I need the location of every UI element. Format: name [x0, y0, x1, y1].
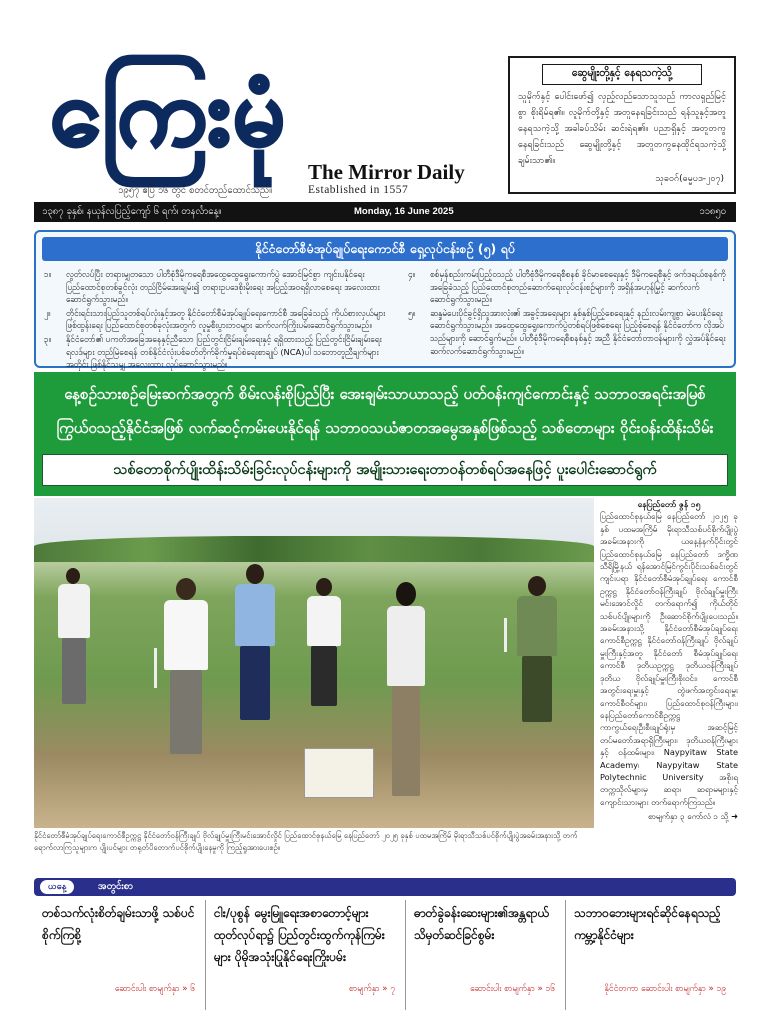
article-dateline: နေပြည်တော် ဇွန် ၁၅	[637, 499, 701, 509]
teaser-page: ဆောင်းပါး စာမျက်နှာ » ၆	[114, 984, 195, 994]
english-title: The Mirror Daily	[308, 160, 465, 184]
five-objectives-box	[34, 230, 736, 368]
teaser-item[interactable]	[206, 900, 406, 1010]
date-bar	[34, 202, 736, 222]
objective-number: ၂။	[44, 307, 51, 318]
objective-item	[408, 268, 730, 306]
teaser-title: ငါး/ပုစွန် မွေးမြူရေးအစာတောင့်များ ထုတ်လုပ်ရာ၌ ပြည်တွင်းထွက်ကုန်ကြမ်းများ ပိုမိုအသုံးပြုနိုင်ရေးကြိုးပမ်း	[214, 906, 385, 964]
objective-item	[44, 307, 392, 332]
headline-line-1[interactable]: နေ့စဉ်သားစဉ်မြေးဆက်အတွက် စိမ်းလန်းစိုပြည်ပြီး အေးချမ်းသာယာသည့် ပတ်ဝန်းကျင်ကောင်းနှင့် သဘာဝအရင်းအမြစ်	[64, 385, 706, 403]
plant-sign	[304, 748, 374, 798]
objective-text: လွတ်လပ်ပြီး တရားမျှတသော ပါတီစုံဒီမိုကရေစီအထွေထွေရွေးကောက်ပွဲ အောင်မြင်စွာ ကျင်းပနိုင်ရေး ပြည်ထောင်စုတစ်ခွင်လုံး တည်ငြိမ်အေးချမ်း၍ တရားဥပဒေစိုးမိုးရေး အပြည့်အဝရရှိလာစေရေး အလေးထားဆောင်ရွက်သွားမည်။	[66, 269, 380, 305]
masthead	[0, 0, 768, 200]
established-note: Established in 1557	[308, 184, 409, 196]
teaser-title: တစ်သက်လုံးစိတ်ချမ်းသာဖို့ သစ်ပင်စိုက်ကြစို့	[42, 906, 195, 942]
objective-number: ၄။	[408, 269, 416, 279]
person	[304, 578, 344, 708]
proverb-body: သူမိုက်နှင့် ပေါင်းဖော်၍ လှည့်လည်သောသူသည် ကာလရှည်မြင့်စွာ စိုးရိမ်ရ၏။ လူမိုက်တို့နှင့် အတူနေရခြင်းသည် ရန်သူနှင့်အတူနေရသကဲ့သို့ အခါခပ်သိမ်း ဆင်းရဲရ၏။ ပညာရှိနှင့် အတူတကွ နေရခြင်းသည် ဆွေမျိုးတို့နှင့် အတူတကွနေထိုင်ရသကဲ့သို့ ချမ်းသာ၏။	[518, 92, 726, 166]
inside-today-bar	[34, 878, 736, 896]
photo-caption: နိုင်ငံတော်စီမံအုပ်ချုပ်ရေးကောင်စီဥက္ကဋ္ဌ နိုင်ငံတော်ဝန်ကြီးချုပ် ဗိုလ်ချုပ်မှူးကြီးမင်းအောင်လှိုင် ပြည်ထောင်စုနယ်မြေ နေပြည်တော် ၂၀၂၅ ခုနှစ် ပထမအကြိမ် မိုးရာသီသစ်ပင်စိုက်ပျိုးပွဲအခမ်းအနားသို့ တက်ရောက်လာကြသူများက ပျိုးပင်များ တရုတ်ပိတောက်ပင်စိုက်ပျိုးနေမှုကို ကြည့်ရှုအားပေးစဉ်။	[34, 831, 578, 852]
person	[160, 578, 212, 758]
objective-item	[44, 268, 392, 306]
objective-text: စစ်မှန်စည်းကမ်းပြည့်ဝသည့် ပါတီစုံဒီမိုကရေစီစနစ် ခိုင်မာစေရေးနှင့် ဒီမိုကရေစီနှင့် ဖက်ဒရယ်စနစ်ကို အခြေခံသည့် ပြည်ထောင်စုတည်ဆောက်ရေးလုပ်ငန်းစဉ်များကို အရှိန်အဟုန်မြှင့် ဆက်လက်ဆောင်ရွက်သွားမည်။	[430, 269, 726, 305]
logo-wordmark: ကြေးမုံ	[50, 59, 288, 166]
founding-note: ၁၉၅၇ ဧပြီ ၁၆ တွင် စတင်တည်ထောင်သည်။	[118, 185, 273, 196]
teaser-page: ဆောင်းပါး စာမျက်နှာ » ၁၆	[470, 984, 555, 994]
objectives-left-column	[44, 268, 392, 372]
inside-today-tag: ယနေ့	[40, 880, 74, 894]
inside-teasers	[34, 900, 736, 1010]
headline-subtitle[interactable]: သစ်တောစိုက်ပျိုးထိန်းသိမ်းခြင်းလုပ်ငန်းများကို အမျိုးသားရေးတာဝန်တစ်ရပ်အနေဖြင့် ပူးပေါင်းဆောင်ရွက်	[42, 454, 728, 486]
objective-text: ဆန္ဒမဲပေးပိုင်ခွင့်ရှိသူအားလုံး၏ အခွင့်အရေးများ နှစ်နှစ်ပြည့်စေရေးနှင့် နည်းလမ်းကျစွာ မဲပေးနိုင်ရေး ဆောင်ရွက်သွားမည်။ အထွေထွေရွေးကောက်ပွဲတစ်ရပ်ဖြစ်စေရေး ပြည့်စုံစေရန် နိုင်ငံတော်က လိုအပ်သည်များကို ဆောင်ရွက်မည်။ ပါတီစုံဒီမိုကရေစီစနစ်နှင့် အညီ နိုင်ငံတော်တာဝန်များကို လွှဲအပ်နိုင်ရေး ဆက်လက်ဆောင်ရွက်သွားမည်။	[430, 307, 726, 356]
lead-photo[interactable]	[34, 498, 594, 828]
myanmar-date: ၁၃၈၇ ခုနှစ်၊ နယုန်လပြည့်ကျော် ၆ ရက်၊ တနင်္လာနေ့။	[42, 206, 222, 217]
objective-item	[408, 307, 730, 357]
person	[384, 582, 428, 802]
teaser-title: ဓာတ်ခွဲခန်းဆေးများ၏အန္တရာယ် သိမှတ်ဆင်ခြင်စွမ်း	[414, 906, 549, 942]
proverb-reference: သုခဝဂ်(ဓမ္မပဒ-၂၀၇)	[655, 174, 724, 184]
article-body: ပြည်ထောင်စုနယ်မြေ နေပြည်တော် ၂၀၂၅ ခုနှစ် ပထမအကြိမ် မိုးရာသီသစ်ပင်စိုက်ပျိုးပွဲအခမ်းအနားကို ယနေ့နံနက်ပိုင်းတွင် ပြည်ထောင်စုနယ်မြေ နေပြည်တော် ဒက္ခိဏသီရိမြို့နယ် ရန်အောင်မြင်ကွင်းပိုင်းသစ်ခင်းတွင် ကျင်းပရာ နိုင်ငံတော်စီမံအုပ်ချုပ်ရေး ကောင်စီဥက္ကဋ္ဌ နိုင်ငံတော်ဝန်ကြီးချုပ် ဗိုလ်ချုပ်မှူးကြီး မင်းအောင်လှိုင် တက်ရောက်၍ ကိုယ်တိုင်သစ်ပင်ပျိုးများကို ဦးဆောင်စိုက်ပျိုးပေးသည်။ အခမ်းအနားသို့ နိုင်ငံတော်စီမံအုပ်ချုပ်ရေးကောင်စီဥက္ကဋ္ဌ နိုင်ငံတော်ဝန်ကြီးချုပ် ဗိုလ်ချုပ်မှူးကြီးနှင့်အတူ နိုင်ငံတော် စီမံအုပ်ချုပ်ရေးကောင်စီ ဒုတိယဥက္ကဋ္ဌ ဒုတိယဝန်ကြီးချုပ် ဒုတိယ ဗိုလ်ချုပ်မှူးကြီးစိုးဝင်း၊ ကောင်စီအတွင်းရေးမှူးနှင့် တွဲဖက်အတွင်းရေးမှူး ကောင်စီဝင်များ၊ ပြည်ထောင်စုဝန်ကြီးများ၊ နေပြည်တော်ကောင်စီဥက္ကဋ္ဌ ကာကွယ်ရေးဦးစီးချုပ်ရုံးမှ အဆင့်မြင့်တပ်မတော်အရာရှိကြီးများ၊ ဒုတိယဝန်ကြီးများနှင့် ဝန်ထမ်းများ၊ Naypyitaw State Academy၊ Naypyitaw State Polytechnic University အစိုးရတက္ကသိုလ်များမှ ဆရာ၊ ဆရာမများနှင့် ကျောင်းသားများ တက်ရောက်ကြသည်။	[600, 511, 738, 807]
proverb-box	[508, 56, 736, 194]
lead-article	[600, 498, 738, 870]
teaser-title: သဘာဝဘေးများရင်ဆိုင်နေရသည့် ကမ္ဘာ့နိုင်ငံများ	[574, 906, 721, 942]
objective-text: နိုင်ငံတော်၏ ပကတိအခြေအနေနှင့်ညီသော ပြည်တွင်းငြိမ်းချမ်းရေးနှင့် ရရှိထားသည့် ပြည်တွင်းငြိမ်းချမ်းရေးရလဒ်များ တည်မြဲစေရန် တစ်နိုင်ငံလုံးပစ်ခတ်တိုက်ခိုက်မှုရပ်စဲရေးစာချုပ် (NCA)ပါ သဘောတူညီချက်များအတိုင်း ဖြစ်နိုင်သမျှ အလေးထား လုပ်ဆောင်သွားမည်။	[66, 333, 382, 370]
teaser-item[interactable]	[406, 900, 566, 1010]
teaser-item[interactable]	[566, 900, 736, 1010]
lead-headline-banner	[34, 372, 736, 496]
person	[54, 568, 94, 708]
teaser-page: စာမျက်နှာ » ၇	[348, 984, 395, 994]
teaser-page: နိုင်ငံတကာ ဆောင်းပါး စာမျက်နှာ » ၁၉	[604, 984, 726, 994]
issue-number: ၁၁၈၅၀	[699, 206, 726, 217]
objectives-right-column	[408, 268, 730, 358]
person	[514, 576, 560, 726]
sapling-post	[504, 618, 507, 652]
objective-number: ၅။	[408, 307, 416, 318]
continued-link[interactable]: စာမျက်နှာ ၃ ကော်လံ ၁ သို့ ➜	[647, 811, 738, 822]
objective-text: တိုင်းရင်းသားပြည်သူတစ်ရပ်လုံးနှင့်အတူ နိုင်ငံတော်စီမံအုပ်ချုပ်ရေးကောင်စီ အခြေခံသည့် ကိုယ်စားလှယ်များ ဖြစ်ထွန်းရေး ပြည်ထောင်စုတစ်ခုလုံးအတွက် လူမှုစီးပွားဘဝများ ဆက်လက်ကြိုးပမ်းဆောင်ရွက်သွားမည်။	[66, 307, 386, 331]
person	[232, 564, 278, 724]
objective-item	[44, 333, 392, 371]
objective-number: ၃။	[44, 333, 52, 344]
teaser-item[interactable]	[34, 900, 206, 1010]
objective-number: ၁။	[44, 269, 52, 279]
english-date: Monday, 16 June 2025	[354, 206, 454, 217]
photo-treeline	[34, 536, 594, 562]
inside-today-label: အတွင်းစာ	[98, 881, 133, 892]
sapling-post	[154, 648, 157, 688]
five-objectives-title: နိုင်ငံတော်စီမံအုပ်ချုပ်ရေးကောင်စီ ရှေ့လုပ်ငန်းစဉ် (၅) ရပ်	[42, 237, 728, 261]
proverb-title: ဆွေမျိုးတို့နှင့် နေရသကဲ့သို့	[542, 64, 702, 85]
headline-line-2[interactable]: ကြွယ်ဝသည့်နိုင်ငံအဖြစ် လက်ဆင့်ကမ်းပေးနိုင်ရန် သဘာဝသယံဇာတအမွေအနှစ်ဖြစ်သည့် သစ်တောများ ဝိုင်းဝန်းထိန်းသိမ်း	[56, 419, 714, 437]
